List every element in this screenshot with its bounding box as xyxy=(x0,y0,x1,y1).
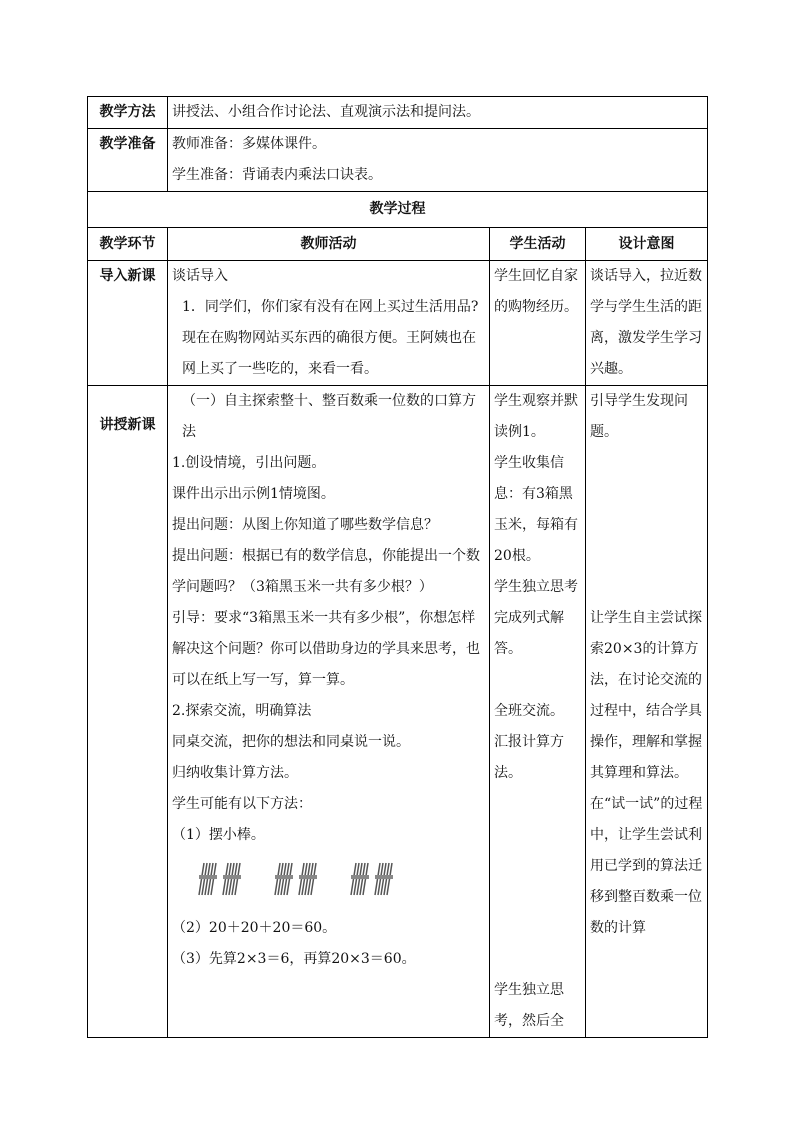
prep-label: 教学准备 xyxy=(88,129,168,192)
teacher-p1: （一）自主探索整十、整百数乘一位数的口算方法 xyxy=(182,393,476,440)
new-design-cell xyxy=(586,386,708,1038)
method-text: 讲授法、小组合作讨论法、直观演示法和提问法。 xyxy=(168,97,708,129)
prep-teacher: 教师准备：多媒体课件。 xyxy=(172,136,326,152)
teacher-p6: 引导：要求“3箱黑玉米一共有多少根”，你想怎样解决这个问题？你可以借助身边的学具来思考，也可以在纸上写一写，算一算。 xyxy=(172,610,480,688)
process-title-row xyxy=(88,192,708,228)
prep-cell xyxy=(168,129,708,192)
teacher-p13: （3）先算2×3＝6，再算20×3＝60。 xyxy=(172,951,416,967)
stick-bundles-image xyxy=(198,859,398,899)
intro-design xyxy=(586,261,708,386)
header-design: 设计意图 xyxy=(586,228,708,261)
prep-student: 学生准备：背诵表内乘法口诀表。 xyxy=(172,167,382,183)
teacher-p12: （2）20＋20＋20＝60。 xyxy=(172,920,337,936)
student-s1: 学生观察并默读例1。 xyxy=(494,393,578,440)
stick-bundle xyxy=(351,863,369,895)
design-d1: 引导学生发现问题。 xyxy=(590,393,688,440)
method-row xyxy=(88,97,708,129)
process-title: 教学过程 xyxy=(88,192,708,228)
lesson-plan-table xyxy=(87,96,708,1038)
header-teacher: 教师活动 xyxy=(168,228,490,261)
sticks-figure xyxy=(172,851,485,913)
teacher-p11: （1）摆小棒。 xyxy=(172,827,265,843)
student-s6: 学生独立思考，然后全 xyxy=(494,982,564,1029)
student-s2: 学生收集信息：有3箱黑玉米，每箱有20根。 xyxy=(494,455,578,564)
intro-row xyxy=(88,261,708,386)
intro-design-text: 谈话导入，拉近数学与学生生活的距离，激发学生学习兴趣。 xyxy=(590,268,702,377)
stick-bundle xyxy=(199,863,217,895)
teacher-p7: 2.探索交流，明确算法 xyxy=(172,703,312,719)
intro-teacher-line-1: 谈话导入 xyxy=(172,268,228,284)
header-row xyxy=(88,228,708,261)
stick-bundle xyxy=(375,863,393,895)
teacher-p10: 学生可能有以下方法： xyxy=(172,796,312,812)
teacher-p9: 归纳收集计算方法。 xyxy=(172,765,298,781)
student-s3: 学生独立思考完成列式解答。 xyxy=(494,579,578,657)
intro-teacher-line-2: 1．同学们，你们家有没有在网上买过生活用品?现在在购物网站买东西的确很方便。王阿姨也在网上买了一些吃的，来看一看。 xyxy=(182,299,479,377)
new-row xyxy=(88,386,708,1038)
stick-bundle xyxy=(275,863,293,895)
header-stage: 教学环节 xyxy=(88,228,168,261)
intro-teacher-cell xyxy=(168,261,490,386)
design-d2: 让学生自主尝试探索20×3的计算方法，在讨论交流的过程中，结合学具操作，理解和掌握其算理和算法。在“试一试”的过程中，让学生尝试利用已学到的算法迁移到整百数乘一位数的计算 xyxy=(590,610,703,936)
new-stage: 讲授新课 xyxy=(88,386,168,1038)
method-label: 教学方法 xyxy=(88,97,168,129)
student-s5: 汇报计算方法。 xyxy=(494,734,564,781)
teacher-p2: 1.创设情境，引出问题。 xyxy=(172,455,326,471)
teacher-p4: 提出问题：从图上你知道了哪些数学信息？ xyxy=(172,517,438,533)
teacher-p8: 同桌交流，把你的想法和同桌说一说。 xyxy=(172,734,410,750)
intro-stage: 导入新课 xyxy=(88,261,168,386)
stick-bundle xyxy=(299,863,317,895)
intro-student-text: 学生回忆自家的购物经历。 xyxy=(494,268,578,315)
teacher-p5: 提出问题：根据已有的数学信息，你能提出一个数学问题吗？（3箱黑玉米一共有多少根？） xyxy=(172,548,480,595)
intro-student xyxy=(490,261,586,386)
teacher-p3: 课件出示出示例1情境图。 xyxy=(172,486,335,502)
student-s4: 全班交流。 xyxy=(494,703,564,719)
prep-row xyxy=(88,129,708,192)
stick-bundle xyxy=(223,863,241,895)
new-teacher-cell xyxy=(168,386,490,1038)
new-student-cell xyxy=(490,386,586,1038)
header-student: 学生活动 xyxy=(490,228,586,261)
